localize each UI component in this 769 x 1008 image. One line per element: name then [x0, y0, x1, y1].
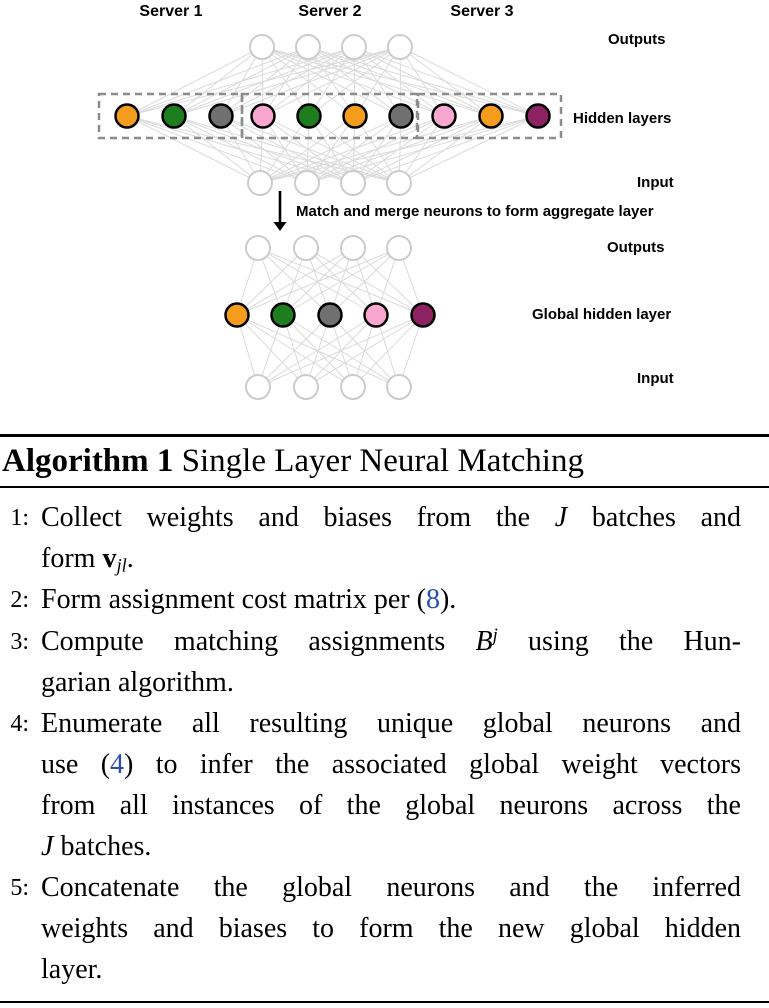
step-line	[41, 744, 741, 785]
text-segment: Collect weights and biases from the	[41, 502, 555, 533]
green-neuron	[163, 105, 186, 128]
algorithm-rule-top	[0, 434, 769, 437]
layer-label: Outputs	[608, 31, 666, 48]
text-segment: using the Hun-	[497, 626, 741, 657]
orange-neuron	[226, 304, 249, 327]
magenta-neuron	[527, 105, 550, 128]
green-neuron	[272, 304, 295, 327]
io-node	[341, 236, 365, 260]
io-node	[294, 375, 318, 399]
orange-neuron	[344, 105, 367, 128]
layer-label: Input	[637, 370, 674, 387]
text-segment: J	[41, 831, 54, 862]
text-segment: use (	[41, 749, 111, 780]
text-segment: Form assignment cost matrix per (	[41, 584, 426, 615]
gray-neuron	[210, 105, 233, 128]
text-segment: Compute matching assignments	[41, 626, 476, 657]
algorithm-rule-bottom	[0, 1001, 769, 1003]
text-segment: Concatenate the global neurons and the inferred	[41, 872, 741, 903]
server-label: Server 1	[139, 3, 203, 20]
step-line	[41, 579, 741, 620]
io-node	[296, 35, 320, 59]
text-segment: ).	[439, 584, 457, 615]
text-segment: batches and	[567, 502, 741, 533]
server-label: Server 3	[450, 3, 514, 20]
text-segment: garian algorithm.	[41, 667, 234, 698]
step-text	[41, 621, 741, 703]
step-text	[41, 703, 741, 867]
layer-label: Input	[637, 174, 674, 191]
text-segment: batches.	[53, 831, 152, 862]
algorithm-step	[0, 621, 742, 703]
step-text	[41, 867, 741, 990]
algorithm-header	[2, 443, 584, 480]
io-node	[342, 35, 366, 59]
step-text	[41, 497, 741, 579]
gray-neuron	[319, 304, 342, 327]
text-segment: Enumerate all resulting unique global neurons and	[41, 708, 741, 739]
network-edge	[400, 47, 538, 116]
io-node	[387, 236, 411, 260]
step-line	[41, 826, 741, 867]
algorithm-label: Algorithm 1	[2, 443, 174, 479]
orange-neuron	[480, 105, 503, 128]
io-node	[246, 375, 270, 399]
text-segment: layer.	[41, 954, 103, 985]
gray-neuron	[390, 105, 413, 128]
pink-neuron	[365, 304, 388, 327]
step-line	[41, 785, 741, 826]
layer-label: Hidden layers	[573, 110, 672, 127]
io-node	[248, 171, 272, 195]
io-node	[246, 236, 270, 260]
step-number: 1:	[10, 505, 29, 531]
io-node	[387, 171, 411, 195]
step-line	[41, 949, 741, 990]
text-segment: jl	[116, 555, 127, 576]
algorithm-step	[0, 867, 742, 990]
step-line	[41, 538, 741, 579]
text-segment: J	[554, 502, 568, 533]
algorithm-step	[0, 579, 742, 621]
algorithm-rule-mid	[0, 486, 769, 488]
text-segment: weights and biases to form the new global hidden	[41, 913, 741, 944]
io-node	[295, 171, 319, 195]
green-neuron	[298, 105, 321, 128]
step-line	[41, 908, 741, 949]
algorithm-steps	[0, 497, 742, 990]
step-number: 4:	[10, 711, 29, 737]
algorithm-step	[0, 703, 742, 867]
step-line	[41, 621, 741, 662]
pink-neuron	[433, 105, 456, 128]
equation-ref[interactable]: 4	[110, 749, 125, 780]
algorithm-title: Single Layer Neural Matching	[173, 443, 584, 479]
layer-label: Outputs	[607, 239, 665, 256]
step-line	[41, 867, 741, 908]
pink-neuron	[252, 105, 275, 128]
neural-matching-figure	[0, 0, 769, 420]
io-node	[341, 375, 365, 399]
text-segment: from all instances of the global neurons across the	[41, 790, 741, 821]
orange-neuron	[116, 105, 139, 128]
io-node	[387, 375, 411, 399]
step-number: 3:	[10, 629, 29, 655]
step-number: 2:	[10, 587, 29, 613]
layer-label: Global hidden layer	[532, 306, 672, 323]
server-label: Server 2	[298, 3, 362, 20]
arrow-caption: Match and merge neurons to form aggregate layer	[296, 203, 654, 220]
io-node	[341, 171, 365, 195]
text-segment: form	[41, 543, 103, 574]
text-segment: v	[102, 543, 117, 574]
network-edge	[399, 116, 538, 183]
io-node	[388, 35, 412, 59]
text-segment: B	[475, 626, 493, 657]
step-line	[41, 497, 741, 538]
magenta-neuron	[412, 304, 435, 327]
text-segment: j	[492, 624, 498, 645]
step-number: 5:	[10, 875, 29, 901]
io-node	[294, 236, 318, 260]
step-text	[41, 579, 741, 620]
network-edge	[260, 116, 491, 183]
algorithm-step	[0, 497, 742, 579]
step-line	[41, 703, 741, 744]
merge-arrow-head	[274, 222, 287, 231]
text-segment: .	[126, 543, 134, 574]
step-line	[41, 662, 741, 703]
io-node	[250, 35, 274, 59]
equation-ref[interactable]: 8	[425, 584, 440, 615]
text-segment: ) to infer the associated global weight vectors	[124, 749, 741, 780]
